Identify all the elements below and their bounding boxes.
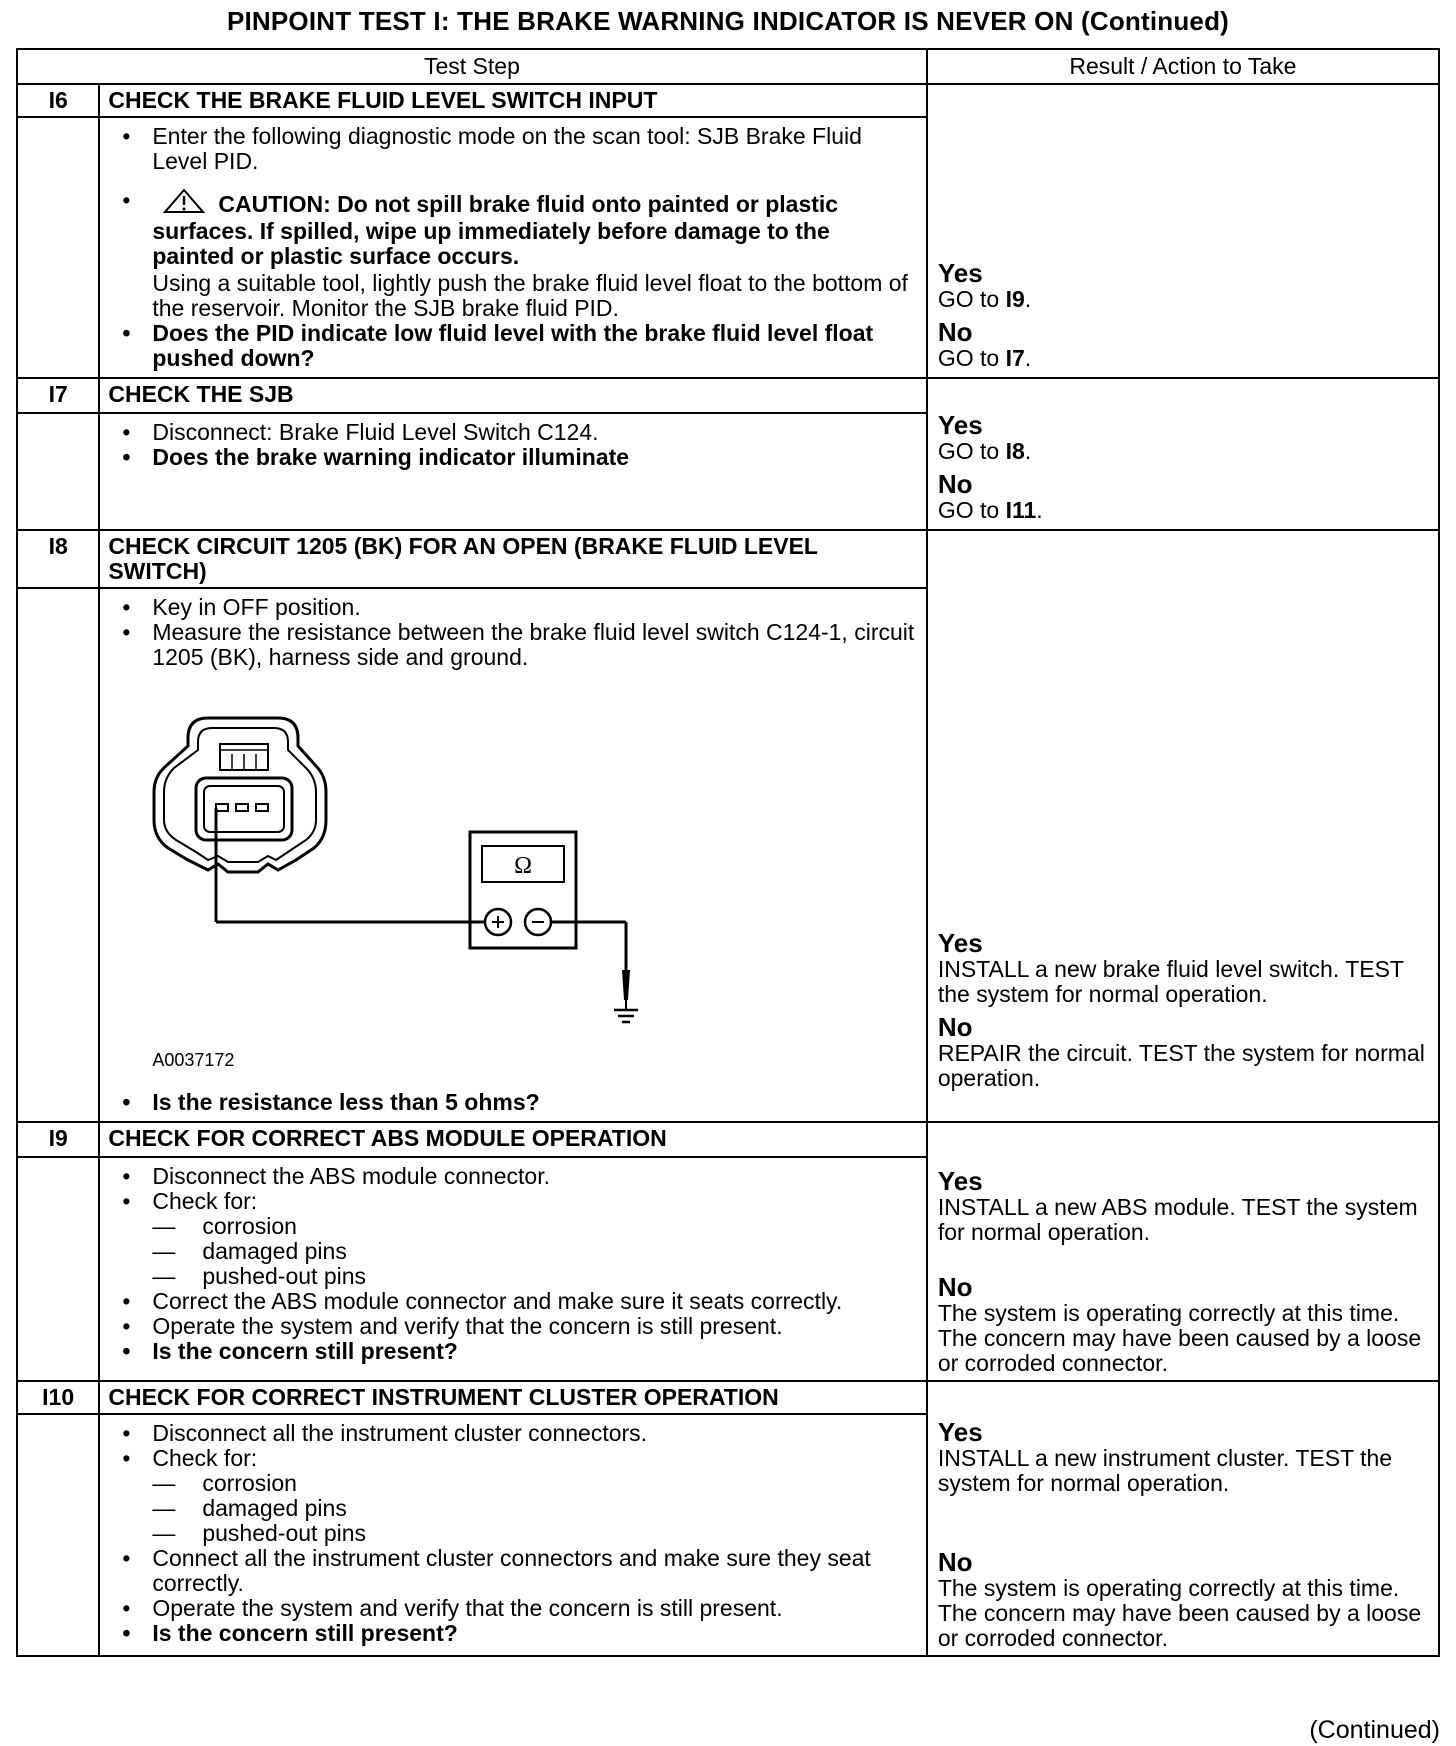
list-item: • Disconnect the ABS module connector. [108, 1164, 917, 1189]
step-i8-title-row [17, 530, 1439, 588]
step-i7-question: • Does the brake warning indicator illuminate [108, 445, 917, 470]
check-item: — corrosion [152, 1214, 917, 1239]
step-i8-yes: Yes [937, 928, 983, 958]
step-i10-result [927, 1381, 1439, 1656]
step-i8-no-action: REPAIR the circuit. TEST the system for normal operation. [937, 1040, 1425, 1091]
connector-resistance-diagram [108, 670, 917, 1090]
caution-item [108, 188, 917, 321]
check-item: — damaged pins [152, 1239, 917, 1264]
step-i6-no-action: GO to I7. [937, 345, 1032, 371]
step-i7-title-row [17, 378, 1439, 413]
step-i10-title: CHECK FOR CORRECT INSTRUMENT CLUSTER OPERATION [99, 1381, 926, 1414]
step-i10-no-action: The system is operating correctly at this time. The concern may have been caused by a loose or corroded connector. [937, 1575, 1422, 1651]
step-i6-yes: Yes [937, 258, 983, 288]
step-i6-no: No [937, 317, 973, 347]
check-item: — pushed-out pins [152, 1521, 917, 1546]
warning-triangle-icon [162, 188, 206, 219]
step-i8-no: No [937, 1012, 973, 1042]
list-item: • Operate the system and verify that the concern is still present. [108, 1596, 917, 1621]
check-item: — pushed-out pins [152, 1264, 917, 1289]
ohm-symbol: Ω [514, 853, 533, 879]
step-i6-yes-action: GO to I9. [937, 286, 1032, 312]
step-i6-id: I6 [17, 84, 99, 117]
step-i7-title: CHECK THE SJB [99, 378, 926, 413]
step-i9-yes-action: INSTALL a new ABS module. TEST the system for normal operation. [937, 1194, 1418, 1245]
step-i7-body [99, 413, 926, 530]
header-test-step: Test Step [17, 49, 927, 84]
step-i9-title: CHECK FOR CORRECT ABS MODULE OPERATION [99, 1122, 926, 1157]
step-i8-id-blank [17, 588, 99, 1122]
step-i10-title-row [17, 1381, 1439, 1414]
caution-text: CAUTION: Do not spill brake fluid onto painted or plastic surfaces. If spilled, wipe up immediately before damage to the painted or plastic surface occurs. [152, 191, 839, 269]
step-i7-id-blank [17, 413, 99, 530]
step-i8-title: CHECK CIRCUIT 1205 (BK) FOR AN OPEN (BRAKE FLUID LEVEL SWITCH) [99, 530, 926, 588]
step-i6-question: • Does the PID indicate low fluid level with the brake fluid level float pushed down? [108, 321, 917, 371]
step-i9-no: No [937, 1272, 973, 1302]
step-i10-yes-action: INSTALL a new instrument cluster. TEST the system for normal operation. [937, 1445, 1393, 1496]
step-i7-yes: Yes [937, 410, 983, 440]
step-i6-title: CHECK THE BRAKE FLUID LEVEL SWITCH INPUT [99, 84, 926, 117]
step-i8-id: I8 [17, 530, 99, 588]
step-i7-no-action: GO to I11. [937, 497, 1043, 523]
step-i9-question: • Is the concern still present? [108, 1339, 917, 1364]
step-i10-yes: Yes [937, 1417, 983, 1447]
step-i10-body [99, 1414, 926, 1656]
pinpoint-test-table [16, 48, 1440, 1657]
list-item: • Correct the ABS module connector and make sure it seats correctly. [108, 1289, 917, 1314]
list-item: • Check for: — corrosion — damaged pins — pushed-out pins [108, 1189, 917, 1289]
step-i9-result [927, 1122, 1439, 1381]
step-i7-id: I7 [17, 378, 99, 413]
list-item: • Operate the system and verify that the concern is still present. [108, 1314, 917, 1339]
list-item: • Measure the resistance between the brake fluid level switch C124-1, circuit 1205 (BK), harness side and ground. [108, 620, 917, 670]
table-header-row [17, 49, 1439, 84]
step-i9-yes: Yes [937, 1166, 983, 1196]
continued-label: (Continued) [1309, 1716, 1440, 1744]
step-i10-no: No [937, 1547, 973, 1577]
list-item: • Connect all the instrument cluster connectors and make sure they seat correctly. [108, 1546, 917, 1596]
step-i8-result [927, 530, 1439, 1122]
step-i10-id: I10 [17, 1381, 99, 1414]
check-item: — damaged pins [152, 1496, 917, 1521]
step-i6-id-blank [17, 117, 99, 378]
step-i9-no-action: The system is operating correctly at this time. The concern may have been caused by a loose or corroded connector. [937, 1300, 1422, 1376]
step-i9-id-blank [17, 1157, 99, 1381]
header-result: Result / Action to Take [927, 49, 1439, 84]
step-i6-title-row [17, 84, 1439, 117]
step-i9-title-row [17, 1122, 1439, 1157]
page-title: PINPOINT TEST I: THE BRAKE WARNING INDICATOR IS NEVER ON (Continued) [226, 6, 1230, 36]
list-item: • Disconnect: Brake Fluid Level Switch C124. [108, 420, 917, 445]
step-i6-procedure: Using a suitable tool, lightly push the brake fluid level float to the bottom of the reservoir. Monitor the SJB brake fluid PID. [152, 270, 908, 321]
step-i8-body [99, 588, 926, 1122]
step-i9-id: I9 [17, 1122, 99, 1157]
step-i10-id-blank [17, 1414, 99, 1656]
list-item: • Disconnect all the instrument cluster connectors. [108, 1421, 917, 1446]
step-i8-yes-action: INSTALL a new brake fluid level switch. TEST the system for normal operation. [937, 956, 1404, 1007]
step-i10-question: • Is the concern still present? [108, 1621, 917, 1646]
list-item: • Enter the following diagnostic mode on the scan tool: SJB Brake Fluid Level PID. [108, 124, 917, 174]
step-i6-result [927, 84, 1439, 378]
check-item: — corrosion [152, 1471, 917, 1496]
diagram-svg [108, 670, 908, 1090]
step-i9-body [99, 1157, 926, 1381]
step-i7-no: No [937, 469, 973, 499]
list-item: • Key in OFF position. [108, 595, 917, 620]
step-i6-body [99, 117, 926, 378]
list-item: • Check for: — corrosion — damaged pins — pushed-out pins [108, 1446, 917, 1546]
step-i7-yes-action: GO to I8. [937, 438, 1032, 464]
step-i7-result [927, 378, 1439, 530]
figure-id: A0037172 [152, 1050, 235, 1070]
step-i8-question: • Is the resistance less than 5 ohms? [108, 1090, 917, 1115]
